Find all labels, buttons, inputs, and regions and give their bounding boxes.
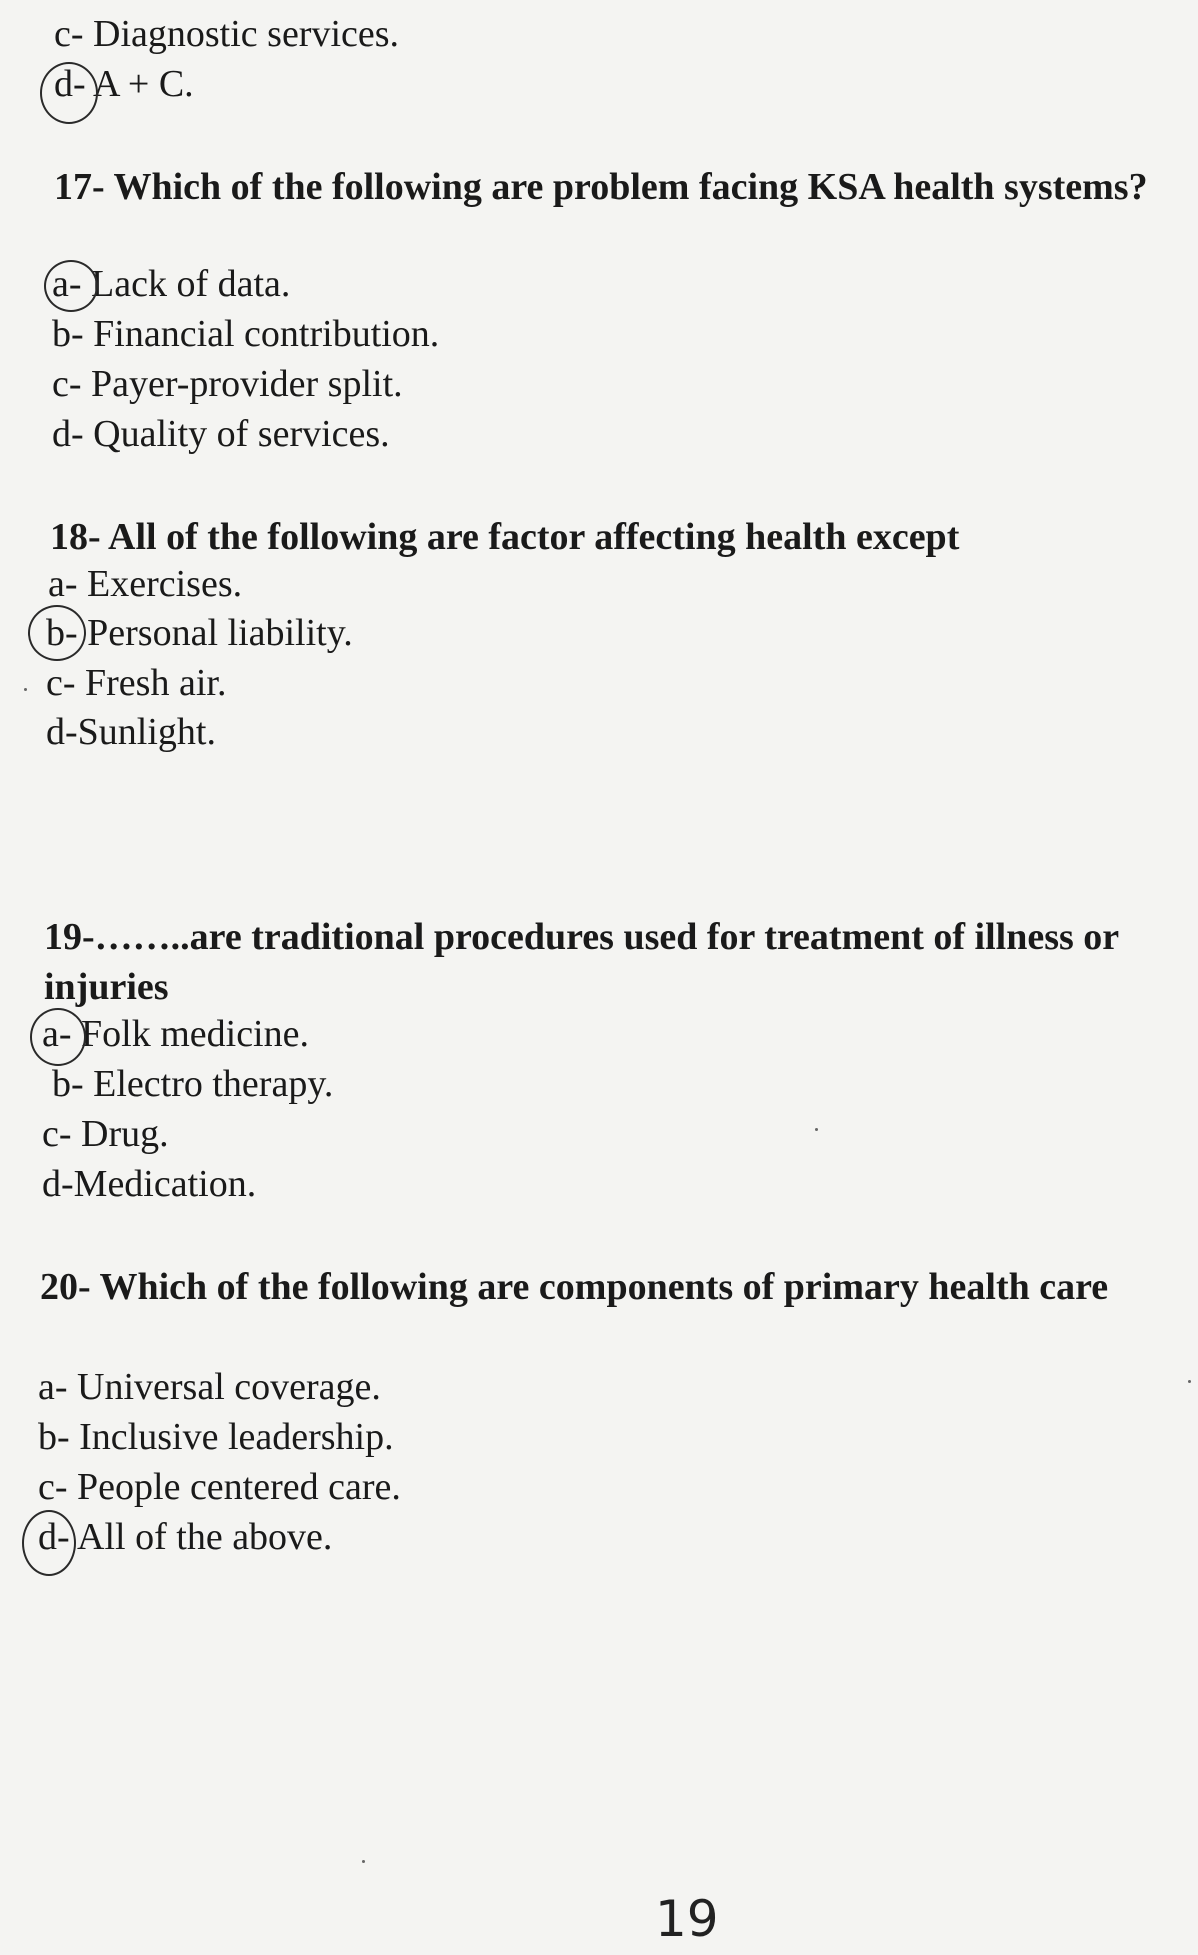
q19-option-a: a- Folk medicine.: [42, 1013, 309, 1055]
question-17: 17- Which of the following are problem facing KSA health systems?: [54, 166, 1148, 208]
prev-option-d: d- A + C.: [54, 63, 194, 105]
q17-option-a: a- Lack of data.: [52, 263, 291, 305]
q18-option-d: d-Sunlight.: [46, 711, 216, 753]
q18-option-a: a- Exercises.: [48, 563, 243, 605]
q20-option-a: a- Universal coverage.: [38, 1366, 381, 1408]
q20-option-c: c- People centered care.: [38, 1466, 401, 1508]
q17-option-b: b- Financial contribution.: [52, 313, 440, 355]
question-19: 19-……..are traditional procedures used for treatment of illness or injuries: [44, 916, 1119, 1008]
page-number: 19: [655, 1890, 719, 1948]
q17-option-d: d- Quality of services.: [52, 413, 390, 455]
prev-option-c: c- Diagnostic services.: [54, 13, 400, 55]
q18-option-b: b- Personal liability.: [46, 612, 353, 654]
scan-speck: [362, 1860, 365, 1863]
q18-option-c: c- Fresh air.: [46, 662, 227, 704]
q20-option-b: b- Inclusive leadership.: [38, 1416, 394, 1458]
q19-option-c: c- Drug.: [42, 1113, 169, 1155]
q19-option-d: d-Medication.: [42, 1163, 257, 1205]
q17-option-c: c- Payer-provider split.: [52, 363, 403, 405]
q20-option-d: d- All of the above.: [38, 1516, 333, 1558]
scan-speck: [1188, 1380, 1191, 1383]
scan-speck: [815, 1128, 818, 1131]
question-18: 18- All of the following are factor affecting health except: [50, 516, 960, 558]
q19-option-b: b- Electro therapy.: [52, 1063, 334, 1105]
scan-speck: [24, 688, 27, 691]
question-20: 20- Which of the following are components of primary health care: [40, 1266, 1109, 1308]
